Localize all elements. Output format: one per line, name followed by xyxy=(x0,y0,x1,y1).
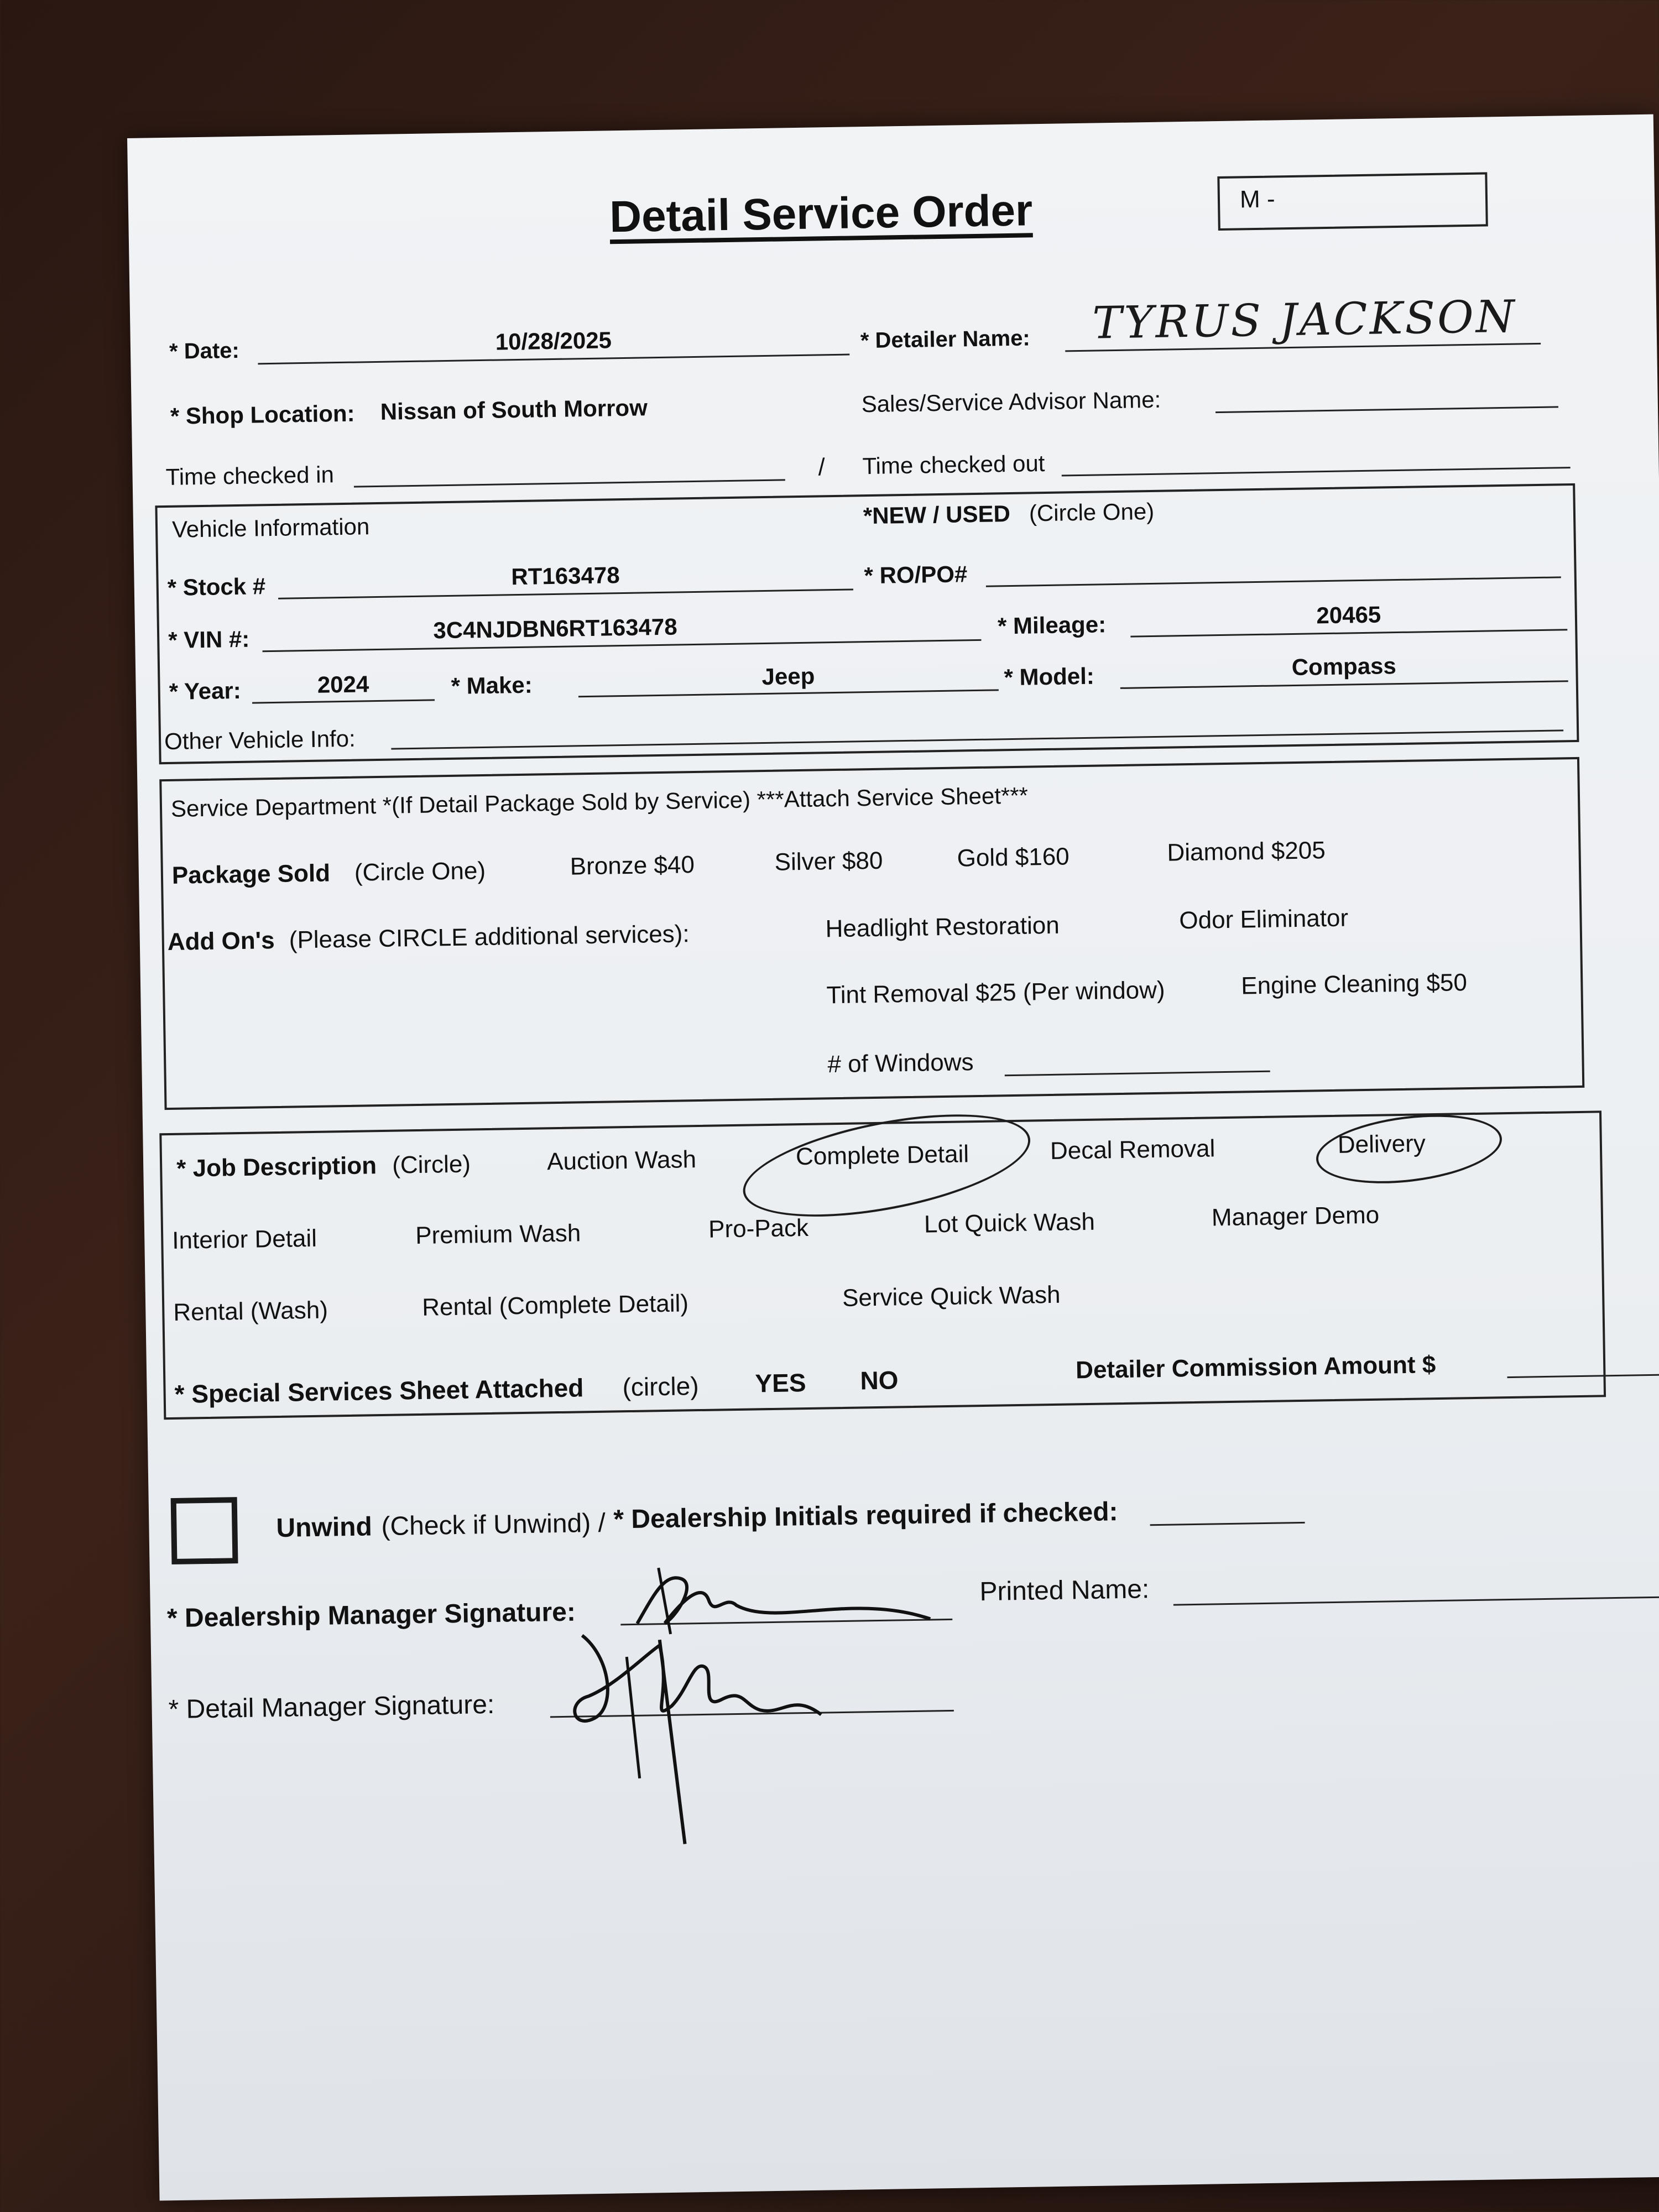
vin-value: 3C4NJDBN6RT163478 xyxy=(433,613,677,644)
vehicle-info-heading: Vehicle Information xyxy=(171,513,370,542)
stock-value: RT163478 xyxy=(511,562,620,590)
job-lot-quick-wash: Lot Quick Wash xyxy=(924,1208,1095,1238)
service-department-header: Service Department *(If Detail Package Sold by Service) ***Attach Service Sheet*** xyxy=(170,782,1029,822)
job-service-quick-wash: Service Quick Wash xyxy=(842,1281,1061,1312)
special-services-no: NO xyxy=(860,1365,899,1395)
package-silver: Silver $80 xyxy=(774,847,883,876)
detail-manager-signature-label: * Detail Manager Signature: xyxy=(168,1689,495,1725)
model-label: * Model: xyxy=(1004,662,1095,691)
job-manager-demo: Manager Demo xyxy=(1211,1201,1380,1232)
job-description-note: (Circle) xyxy=(392,1150,471,1179)
special-services-yes: YES xyxy=(755,1368,806,1398)
printed-name-line xyxy=(1173,1596,1659,1605)
other-vehicle-info-label: Other Vehicle Info: xyxy=(164,725,356,755)
package-sold-label: Package Sold xyxy=(171,859,331,889)
time-in-label: Time checked in xyxy=(165,461,335,490)
order-number-prefix: M - xyxy=(1239,185,1275,213)
new-used-label: *NEW / USED xyxy=(863,500,1011,529)
year-value: 2024 xyxy=(317,671,369,698)
make-value: Jeep xyxy=(761,662,815,690)
time-in-line xyxy=(354,479,785,487)
detail-manager-signature xyxy=(560,1620,851,1857)
dealership-initials-line xyxy=(1150,1522,1305,1526)
dealership-manager-signature-label: * Dealership Manager Signature: xyxy=(166,1597,576,1634)
shop-location-value: Nissan of South Morrow xyxy=(380,394,648,425)
time-separator: / xyxy=(818,453,826,481)
unwind-checkbox[interactable] xyxy=(171,1497,238,1564)
service-order-sheet xyxy=(127,114,1659,2201)
package-diamond: Diamond $205 xyxy=(1167,837,1326,867)
new-used-note: (Circle One) xyxy=(1029,498,1155,526)
detailer-name-handwritten: TYRUS JACKSON xyxy=(1092,290,1517,349)
detailer-name-label: * Detailer Name: xyxy=(860,326,1031,353)
form-title: Detail Service Order xyxy=(609,185,1033,242)
date-label: * Date: xyxy=(169,338,240,364)
addon-headlight-restoration: Headlight Restoration xyxy=(825,911,1060,943)
windows-count-label: # of Windows xyxy=(827,1048,974,1078)
job-delivery: Delivery xyxy=(1337,1130,1426,1159)
job-interior-detail: Interior Detail xyxy=(171,1224,317,1254)
mileage-label: * Mileage: xyxy=(997,611,1107,639)
printed-name-label: Printed Name: xyxy=(979,1574,1150,1607)
advisor-name-line xyxy=(1215,406,1558,413)
ro-po-label: * RO/PO# xyxy=(864,561,968,589)
package-gold: Gold $160 xyxy=(957,843,1070,872)
advisor-name-label: Sales/Service Advisor Name: xyxy=(861,386,1161,418)
time-out-line xyxy=(1062,467,1571,476)
time-out-label: Time checked out xyxy=(862,450,1045,479)
stock-label: * Stock # xyxy=(167,573,266,601)
unwind-note: (Check if Unwind) / xyxy=(381,1508,606,1542)
unwind-label: Unwind xyxy=(276,1512,373,1543)
job-description-label: * Job Description xyxy=(176,1152,377,1182)
commission-amount-label: Detailer Commission Amount $ xyxy=(1075,1351,1436,1384)
job-auction-wash: Auction Wash xyxy=(546,1146,697,1176)
special-services-label: * Special Services Sheet Attached xyxy=(174,1373,584,1408)
job-decal-removal: Decal Removal xyxy=(1050,1135,1215,1165)
vin-label: * VIN #: xyxy=(168,625,250,653)
special-services-note: (circle) xyxy=(622,1371,699,1402)
addon-engine-cleaning: Engine Cleaning $50 xyxy=(1240,969,1468,1000)
shop-location-label: * Shop Location: xyxy=(170,400,355,429)
addon-tint-removal: Tint Removal $25 (Per window) xyxy=(826,976,1165,1009)
job-rental-complete-detail: Rental (Complete Detail) xyxy=(421,1290,689,1321)
package-bronze: Bronze $40 xyxy=(570,851,695,880)
package-sold-note: (Circle One) xyxy=(354,857,486,886)
job-rental-wash: Rental (Wash) xyxy=(173,1296,328,1326)
job-premium-wash: Premium Wash xyxy=(415,1219,581,1250)
mileage-value: 20465 xyxy=(1316,601,1381,629)
dealership-initials-label: * Dealership Initials required if checked: xyxy=(613,1497,1118,1535)
model-value: Compass xyxy=(1291,653,1397,681)
job-complete-detail: Complete Detail xyxy=(795,1140,969,1171)
make-label: * Make: xyxy=(451,671,533,699)
year-label: * Year: xyxy=(169,677,242,705)
addon-odor-eliminator: Odor Eliminator xyxy=(1179,904,1349,935)
add-ons-note: (Please CIRCLE additional services): xyxy=(289,920,690,954)
add-ons-label: Add On's xyxy=(167,926,275,956)
job-pro-pack: Pro-Pack xyxy=(708,1214,809,1243)
date-value: 10/28/2025 xyxy=(495,327,612,355)
